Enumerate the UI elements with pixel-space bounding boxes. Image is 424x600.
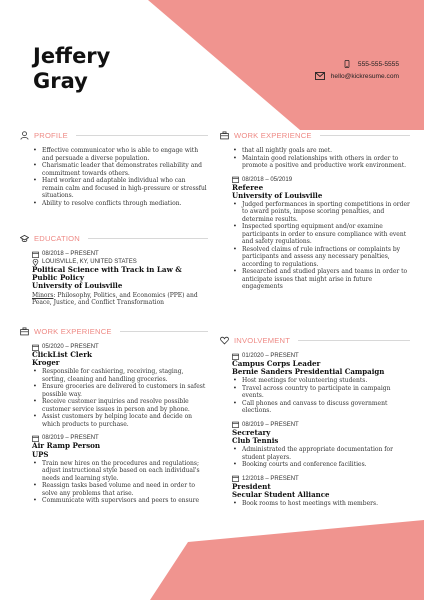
minors-text: : Philosophy, Politics, and Economics (PPE) and Peace, Justice, and Conflict Transformation (32, 291, 198, 307)
list-item: • that all nightly goals are met. (232, 147, 410, 155)
section-title: INVOLVEMENT (234, 335, 291, 345)
job-bullets (232, 201, 410, 291)
profile-section (20, 129, 208, 207)
list-item: • Judged performances in sporting competitions in order to award points, impose scoring penalties, and determine results. (232, 201, 410, 224)
job-bullets (32, 460, 208, 505)
list-item: • Inspected sporting equipment and/or examine participants in order to ensure compliance with event and safety regulations. (232, 223, 410, 246)
involvement-entry (220, 475, 410, 508)
phone-icon (342, 60, 352, 68)
education-location: LOUISVILLE, KY, UNITED STATES (42, 259, 137, 265)
work-experience-section (20, 325, 208, 505)
involvement-entry (220, 421, 410, 469)
list-item: • Host meetings for volunteering students. (232, 377, 410, 385)
organization-name: Club Tennis (232, 436, 279, 446)
continued-bullets (220, 147, 410, 170)
company-name: Kroger (32, 358, 60, 368)
list-item: • Effective communicator who is able to engage with and persuade a diverse population. (32, 147, 208, 162)
work-experience-heading (220, 129, 410, 141)
list-item: • Administrated the appropriate documentation for student players. (232, 446, 410, 461)
list-item: • Resolved claims of rule infractions or complaints by participants and assess any necessary penalties, according to regulations. (232, 246, 410, 269)
education-heading (20, 232, 208, 244)
date-row (32, 250, 208, 258)
list-item: • Call phones and canvass to discuss government elections. (232, 400, 410, 415)
envelope-icon (315, 72, 325, 80)
involvement-heading (220, 334, 410, 346)
company-name: University of Louisville (232, 190, 323, 200)
list-item: • Train new hires on the procedures and regulations; adjust instructional style based on each individual's needs and learning style. (32, 460, 208, 483)
school-name: University of Louisville (32, 281, 123, 291)
involvement-date: 01/2020 – PRESENT (242, 353, 299, 359)
job-date: 08/2019 – PRESENT (42, 435, 99, 442)
job-date: 08/2018 – 05/2019 (242, 176, 293, 183)
graduation-cap-icon (20, 234, 29, 243)
list-item: • Communicate with supervisors and peers to ensure (32, 497, 208, 505)
list-item: • Researched and studied players and teams in order to anticipate issues that might arise in future engagements (232, 268, 410, 291)
job-title: ClickList Clerk (32, 350, 92, 359)
organization-name: Bernie Sanders Presidential Campaign (232, 367, 385, 377)
list-item: • Travel across country to participate in campaign events. (232, 385, 410, 400)
email-address[interactable]: hello@kickresume.com (330, 72, 399, 80)
phone-row (315, 58, 399, 70)
section-divider (320, 135, 410, 136)
education-entry (20, 250, 208, 307)
briefcase-icon (20, 327, 29, 336)
profile-bullets (20, 147, 208, 207)
list-item: • Ensure groceries are delivered to customers in safest possible way. (32, 383, 208, 398)
section-title: WORK EXPERIENCE (234, 130, 312, 140)
organization-name: Secular Student Alliance (232, 490, 330, 500)
job-entry (20, 434, 208, 504)
job-entry (220, 176, 410, 291)
list-item: • Ability to resolve conflicts through mediation. (32, 200, 208, 208)
minors-label: Minors (32, 291, 54, 299)
person-icon (20, 131, 29, 140)
section-title: WORK EXPERIENCE (34, 326, 112, 336)
company-name: UPS (32, 449, 49, 459)
education-section (20, 232, 208, 307)
section-title: EDUCATION (34, 233, 80, 243)
job-date: 05/2020 – PRESENT (42, 344, 99, 350)
job-title: Air Ramp Person (32, 441, 101, 451)
list-item: • Receive customer inquiries and resolve possible customer service issues in person and by phone. (32, 398, 208, 413)
section-title: PROFILE (34, 130, 68, 140)
list-item: • Assist customers by helping locate and decide on which products to purchase. (32, 413, 208, 428)
involvement-section (220, 334, 410, 508)
calendar-icon (32, 251, 39, 258)
list-item: • Booking courts and conference facilities. (232, 461, 410, 469)
involvement-entry (220, 352, 410, 415)
involvement-bullets (232, 446, 410, 469)
job-title: Referee (232, 182, 264, 192)
phone-number: 555-555-5555 (357, 60, 399, 68)
involvement-title: Campus Corps Leader (232, 359, 321, 368)
involvement-date: 08/2019 – PRESENT (242, 421, 299, 428)
first-name: Jeffery (33, 44, 111, 68)
list-item: • Hard worker and adaptable individual who can remain calm and focused in high-pressure or stressful situations. (32, 177, 208, 200)
minors-note (32, 292, 208, 307)
profile-heading (20, 129, 208, 141)
footer-decorative-shape (0, 520, 424, 600)
contact-info (315, 58, 399, 82)
section-divider (88, 238, 208, 239)
section-divider (298, 340, 410, 341)
email-row (315, 70, 399, 82)
list-item: • Book rooms to host meetings with members. (232, 500, 410, 508)
involvement-date: 12/2018 – PRESENT (242, 475, 299, 482)
calendar-icon (232, 176, 239, 183)
list-item: • Maintain good relationships with others in order to promote a positive and productive work environment. (232, 155, 410, 170)
list-item: • Reassign tasks based volume and need in order to solve any problems that arise. (32, 482, 208, 497)
heart-icon (220, 336, 229, 345)
involvement-title: Secretary (232, 427, 271, 437)
list-item: • Responsible for cashiering, receiving, staging, sorting, cleaning and handling groceries. (32, 368, 208, 383)
education-date: 08/2018 – PRESENT (42, 251, 99, 257)
involvement-bullets (232, 377, 410, 415)
section-divider (120, 331, 208, 332)
involvement-title: President (232, 481, 271, 491)
degree-title: Political Science with Track in Law & Public Policy (32, 265, 182, 283)
work-experience-heading (20, 325, 208, 337)
list-item: • Charismatic leader that demonstrates reliability and commitment towards others. (32, 162, 208, 177)
last-name: Gray (33, 69, 88, 93)
job-bullets (32, 368, 208, 428)
work-experience-continued-section (220, 129, 410, 291)
job-entry (20, 343, 208, 428)
briefcase-icon (220, 131, 229, 140)
candidate-name (33, 44, 110, 94)
involvement-bullets (232, 500, 410, 508)
section-divider (76, 135, 208, 136)
